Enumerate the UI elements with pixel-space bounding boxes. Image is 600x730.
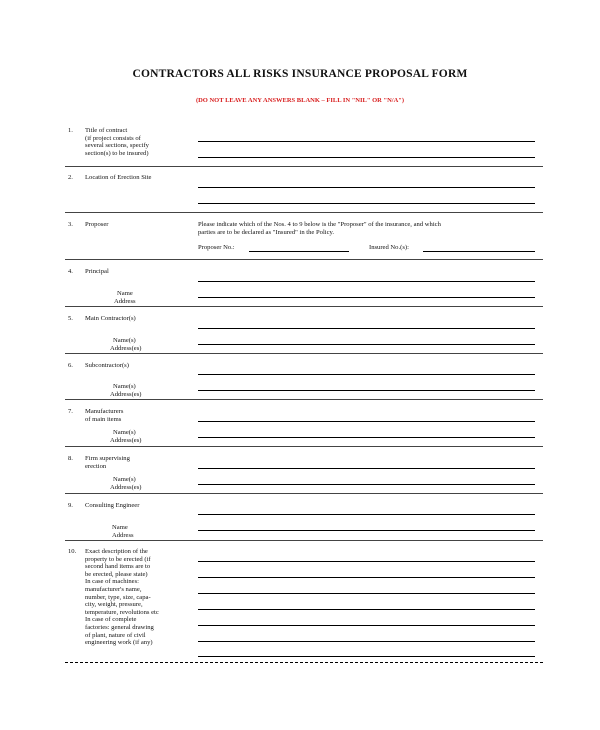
manufacturers-name-label: Name(s) <box>113 429 136 436</box>
item-number: 1. <box>68 127 73 134</box>
proposer-no-label: Proposer No.: <box>198 244 235 251</box>
insured-no-label: Insured No.(s): <box>369 244 409 251</box>
main-contractor-name-label: Name(s) <box>113 337 136 344</box>
manufacturers-input-1[interactable] <box>198 421 535 422</box>
item-label-principal: Principal <box>85 268 109 275</box>
description-input-2[interactable] <box>198 577 535 578</box>
form-title: CONTRACTORS ALL RISKS INSURANCE PROPOSAL FORM <box>132 68 468 80</box>
item-label-proposer: Proposer <box>85 221 109 228</box>
principal-input-2[interactable] <box>198 297 535 298</box>
item-number: 2. <box>68 174 73 181</box>
consulting-engineer-name-label: Name <box>112 524 128 531</box>
item-label-consulting-engineer: Consulting Engineer <box>85 502 140 509</box>
form-instruction: (DO NOT LEAVE ANY ANSWERS BLANK – FILL IN "NIL" OR "N/A") <box>195 97 405 104</box>
subcontractor-input-2[interactable] <box>198 390 535 391</box>
insured-no-input[interactable] <box>423 251 535 252</box>
item-label-location: Location of Erection Site <box>85 174 152 181</box>
divider <box>65 306 543 307</box>
item-label-main-contractor: Main Contractor(s) <box>85 315 136 322</box>
main-contractor-address-label: Address(es) <box>110 345 142 352</box>
manufacturers-address-label: Address(es) <box>110 437 142 444</box>
divider <box>65 259 543 260</box>
subcontractor-input-1[interactable] <box>198 374 535 375</box>
item-number: 10. <box>68 548 77 555</box>
firm-supervising-input-1[interactable] <box>198 468 535 469</box>
divider <box>65 446 543 447</box>
principal-address-label: Address <box>114 298 136 305</box>
divider <box>65 166 543 167</box>
divider <box>65 493 543 494</box>
item-number: 4. <box>68 268 73 275</box>
item-number: 6. <box>68 362 73 369</box>
item-label-manufacturers: Manufacturers of main items <box>85 408 124 423</box>
consulting-engineer-address-label: Address <box>112 532 134 539</box>
divider <box>65 662 543 663</box>
principal-name-label: Name <box>117 290 133 297</box>
divider <box>65 212 543 213</box>
proposer-note: Please indicate which of the Nos. 4 to 9 below is the "Proposer" of the insurance, and which parties are to be declared as "Insured" in the Policy. <box>198 221 441 236</box>
item-number: 8. <box>68 455 73 462</box>
subcontractor-name-label: Name(s) <box>113 383 136 390</box>
principal-input-1[interactable] <box>198 281 535 282</box>
item-label-firm-supervising: Firm supervising erection <box>85 455 130 470</box>
location-input-1[interactable] <box>198 187 535 188</box>
description-input-6[interactable] <box>198 641 535 642</box>
main-contractor-input-2[interactable] <box>198 344 535 345</box>
consulting-engineer-input-1[interactable] <box>198 514 535 515</box>
item-label-title-of-contract: Title of contract (if project consists of several sections, specify section(s) to be insured) <box>85 127 149 157</box>
description-input-7[interactable] <box>198 656 535 657</box>
firm-supervising-address-label: Address(es) <box>110 484 142 491</box>
item-number: 7. <box>68 408 73 415</box>
item-number: 3. <box>68 221 73 228</box>
divider <box>65 540 543 541</box>
proposer-no-input[interactable] <box>249 251 349 252</box>
description-input-5[interactable] <box>198 625 535 626</box>
title-of-contract-input-1[interactable] <box>198 141 535 142</box>
location-input-2[interactable] <box>198 203 535 204</box>
description-input-1[interactable] <box>198 561 535 562</box>
title-of-contract-input-2[interactable] <box>198 157 535 158</box>
divider <box>65 353 543 354</box>
main-contractor-input-1[interactable] <box>198 328 535 329</box>
manufacturers-input-2[interactable] <box>198 437 535 438</box>
description-input-4[interactable] <box>198 609 535 610</box>
item-number: 5. <box>68 315 73 322</box>
item-label-description: Exact description of the property to be erected (if second hand items are to be erected, please state) In case of machines: manufacturer's name, number, type, size, capa- city, weight, pressure, temperature, revolutions etc In case of complete factories: general drawing of plant, nature of civil engineering work (if any) <box>85 548 159 647</box>
subcontractor-address-label: Address(es) <box>110 391 142 398</box>
item-label-subcontractor: Subcontractor(s) <box>85 362 129 369</box>
description-input-3[interactable] <box>198 593 535 594</box>
firm-supervising-input-2[interactable] <box>198 484 535 485</box>
firm-supervising-name-label: Name(s) <box>113 476 136 483</box>
consulting-engineer-input-2[interactable] <box>198 530 535 531</box>
divider <box>65 399 543 400</box>
item-number: 9. <box>68 502 73 509</box>
